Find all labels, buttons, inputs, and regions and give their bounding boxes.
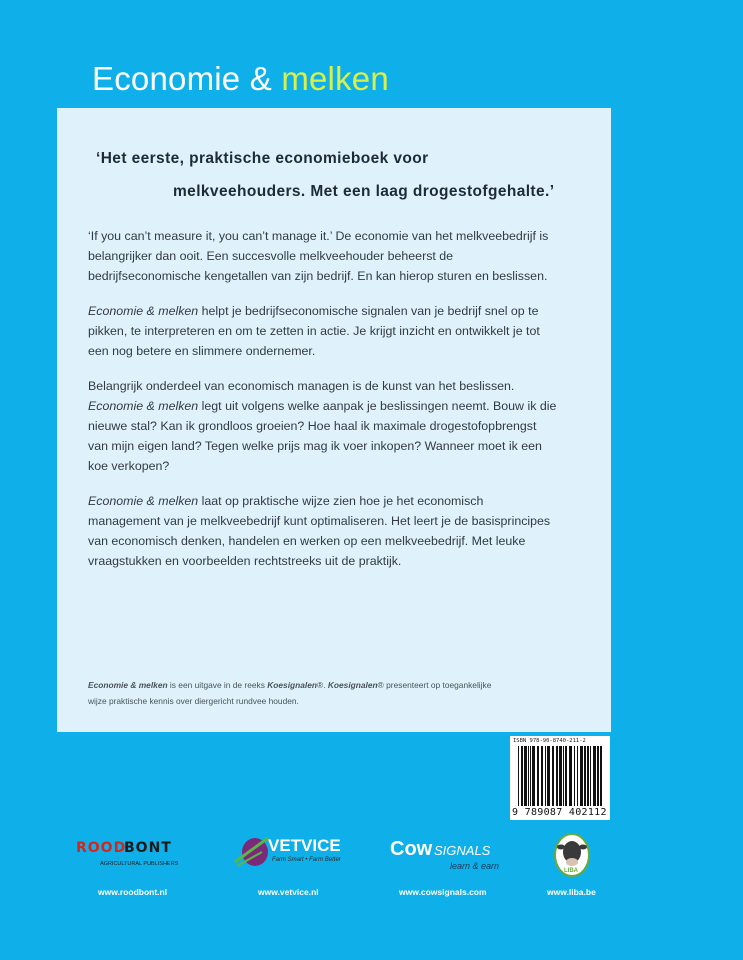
barcode-bar: [574, 746, 575, 806]
url-cowsignals[interactable]: www.cowsignals.com: [399, 887, 487, 897]
book-title: [92, 60, 389, 98]
roodbont-tagline: AGRICULTURAL PUBLISHERS: [100, 861, 179, 867]
isbn-digits: 9 789087 402112: [512, 807, 607, 818]
vetvice-tagline: Farm Smart • Farm Better: [272, 857, 341, 863]
cowsignals-logo: [390, 838, 510, 874]
barcode-bar: [552, 746, 554, 806]
barcode-bar: [530, 746, 531, 806]
barcode-bar: [528, 746, 529, 806]
paragraph-1: ‘If you can’t measure it, you can’t manage it.’ De economie van het melkveebedrijf is belangrijker dan ooit. Een succesvolle melkveehouder beheerst de bedrijfseconomische kengetallen van zijn bedrijf. En kan hierop sturen en beslissen.: [88, 229, 549, 283]
barcode-bar: [587, 746, 589, 806]
barcode-bar: [584, 746, 586, 806]
barcode-bar: [565, 746, 567, 806]
paragraph-3: [88, 376, 558, 476]
paragraph-2-text: helpt je bedrijfseconomische signalen van je bedrijf snel op te pikken, te interpreteren en om te zetten in actie. Je krijgt inzicht en ontwikkelt je tot een nog betere en slimmere ondernemer.: [88, 304, 540, 358]
paragraph-4: [88, 491, 558, 571]
cowsignals-logo-text: Cow: [390, 838, 433, 860]
series-name: Koesignalen: [327, 680, 378, 690]
paragraph-4-text: laat op praktische wijze zien hoe je het economisch management van je melkveebedrijf kunt optimaliseren. Het leert je de basisprincipes van economisch denken, handelen en werken op een melkveebedrijf. Met leuke vraagstukken en voorbeelden rechtstreeks uit de praktijk.: [88, 494, 551, 568]
paragraph-3-text-a: Belangrijk onderdeel van economisch managen is de kunst van het beslissen.: [88, 379, 515, 393]
barcode-bars: [518, 746, 604, 806]
barcode-bar: [563, 746, 564, 806]
barcode-bar: [580, 746, 583, 806]
roodbont-logo-text: ROOD: [76, 840, 127, 856]
url-vetvice[interactable]: www.vetvice.nl: [258, 887, 319, 897]
series-note-text: ® presenteert op toegankelijke wijze praktische kennis over diergericht rundvee houden.: [88, 680, 492, 706]
url-liba[interactable]: www.liba.be: [547, 887, 596, 897]
barcode-bar: [521, 746, 523, 806]
isbn-label: ISBN 978-90-8740-211-2: [513, 738, 586, 744]
paragraph-3-text-b: legt uit volgens welke aanpak je beslissingen neemt. Bouw ik die nieuwe stal? Kan ik grondloos groeien? Hoe haal ik maximale drogestofopbrengst van mijn eigen land? Tegen welke prijs mag ik voer inkopen? Wanneer moet ik een koe verkopen?: [88, 399, 557, 473]
barcode-bar: [524, 746, 527, 806]
liba-logo: [552, 832, 592, 878]
barcode-bar: [518, 746, 519, 806]
barcode-bar: [597, 746, 599, 806]
vetvice-emblem-icon: [232, 832, 272, 874]
book-name-emphasis: Economie & melken: [88, 304, 199, 318]
series-book-name: Economie & melken: [88, 680, 168, 690]
series-note-text: is een uitgave in de reeks: [167, 680, 268, 690]
roodbont-logo: [76, 840, 201, 874]
paragraph-2: [88, 301, 558, 361]
barcode-bar: [569, 746, 572, 806]
vetvice-logo-text: VETVICE: [268, 836, 341, 855]
book-name-emphasis: Economie & melken: [88, 494, 199, 508]
cowsignals-logo-text-2: SIGNALS: [434, 843, 491, 858]
roodbont-logo-text-2: BONT: [124, 840, 172, 856]
barcode-bar: [590, 746, 591, 806]
series-name: Koesignalen: [267, 680, 318, 690]
barcode-bar: [559, 746, 562, 806]
isbn-barcode: [510, 736, 610, 820]
barcode-bar: [577, 746, 578, 806]
blurb: [88, 226, 558, 586]
url-roodbont[interactable]: www.roodbont.nl: [98, 887, 168, 897]
barcode-bar: [556, 746, 558, 806]
barcode-bar: [600, 746, 602, 806]
series-note: [88, 677, 508, 709]
quote-line-2: melkveehouders. Met een laag drogestofgehalte.’: [173, 183, 555, 200]
title-part-melken: melken: [281, 60, 389, 97]
barcode-bar: [593, 746, 596, 806]
series-note-text: ®.: [317, 680, 328, 690]
book-name-emphasis: Economie & melken: [88, 399, 199, 413]
barcode-bar: [545, 746, 546, 806]
cowsignals-tagline: learn & earn: [450, 861, 500, 871]
barcode-bar: [537, 746, 539, 806]
vetvice-logo: [232, 832, 362, 874]
barcode-bar: [547, 746, 550, 806]
quote-line-1: ‘Het eerste, praktische economieboek voor: [96, 150, 429, 167]
barcode-bar: [541, 746, 543, 806]
barcode-bar: [532, 746, 535, 806]
title-part-economie: Economie &: [92, 60, 272, 97]
liba-logo-text: LIBA: [564, 868, 578, 874]
